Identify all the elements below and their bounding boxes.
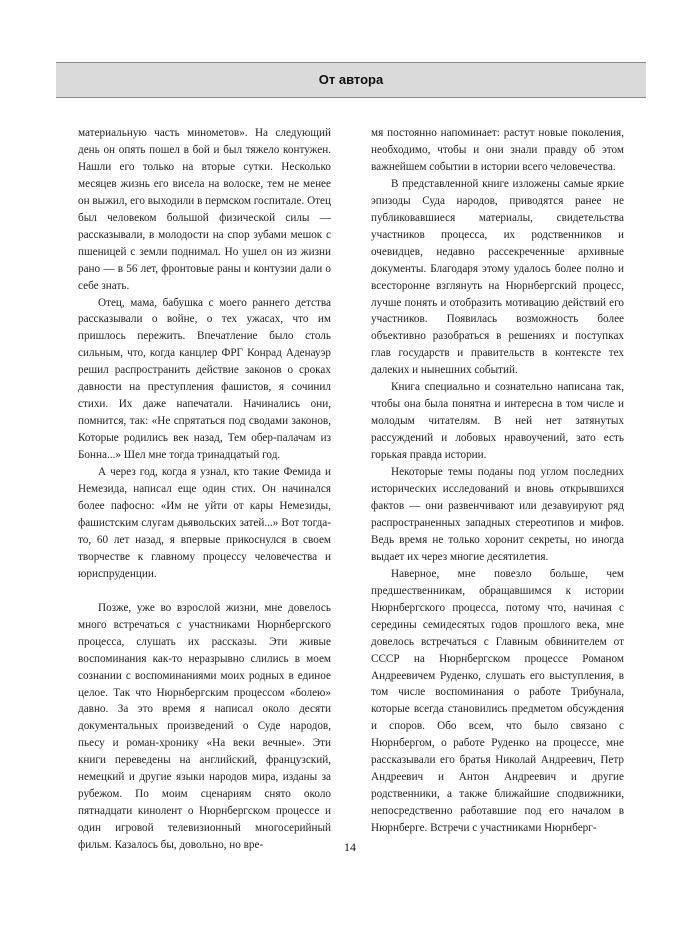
paragraph: В представленной книге изложены самые яркие эпизоды Суда народов, приводятся ранее не публиковавшиеся материалы, свидетельства участников процесса, их родственников и очевидцев, недавно рассекреченные архивные документы. Благодаря этому удалось более полно и всесторонне взглянуть на Нюрнбергский процесс, лучше понять и отобразить мотивацию действий его участников. Появилась возможность более объективно разобраться в решениях и поступках глав государств и правительств в контексте тех далеких и нынешних событий. bbox=[371, 177, 624, 377]
paragraph: Некоторые темы поданы под углом последних исторических исследований и вновь открывшихся фактов — они развенчивают или дезавуируют ряд распространенных западных стереотипов и мифов. Ведь время не только хоронит секреты, но иногда выдает их через многие десятилетия. bbox=[371, 466, 624, 563]
text-column-right bbox=[371, 125, 624, 837]
paragraph: Книга специально и сознательно написана так, чтобы она была понятна и интересна в том числе и молодым читателям. В ней нет затянутых рассуждений и лобовых нравоучений, зато есть горькая правда истории. bbox=[371, 381, 624, 462]
paragraph: А через год, когда я узнал, кто такие Фемида и Немезида, написал еще один стих. Он начинался более пафосно: «Им не уйти от кары Немезиды, фашистским слугам дьявольских затей...» Вот тогда-то, 60 лет назад, я впервые прикоснулся в своем творчестве к главному процессу человечества и юриспруденции. bbox=[78, 466, 331, 580]
running-header-title: От автора bbox=[318, 72, 384, 87]
paragraph: Позже, уже во взрослой жизни, мне довелось много встречаться с участниками Нюрнбергского процесса, слушать их рассказы. Эти живые воспоминания как-то неразрывно слились в моем сознании с воспоминаниями моих родных в единое целое. Так что Нюрнбергским процессом «болею» давно. За это время я написал около десяти документальных произведений о Суде народов, пьесу и роман-хронику «На веки вечные». Эти книги переведены на английский, французский, немецкий и другие языки народов мира, изданы за рубежом. По моим сценариям снято около пятнадцати кинолент о Нюрнбергском процессе и один игровой телевизионный многосерийный фильм. Казалось бы, довольно, но вре- bbox=[78, 601, 331, 852]
text-column-left bbox=[78, 125, 331, 854]
paragraph: Наверное, мне повезло больше, чем предшественникам, обращавшимся к истории Нюрнбергского процесса, потому что, начиная с середины семидесятых годов прошлого века, мне довелось встречаться с Главным обвинителем от СССР на Нюрнбергском процессе Романом Андреевичем Руденко, слушать его выступления, в том числе воспоминания о работе Трибунала, которые всегда становились предметом обсуждения и споров. Обо всем, что было связано с Нюрнбергом, о работе Руденко на процессе, мне рассказывали его братья Николай Андреевич, Петр Андреевич и Антон Андреевич и другие родственники, а также ближайшие сподвижники, непосредственно работавшие под его началом в Нюрнберге. Встречи с участниками Нюрнберг- bbox=[371, 567, 624, 835]
paragraph: мя постоянно напоминает: растут новые поколения, необходимо, чтобы и они знали правду об этом важнейшем событии в истории всего человечества. bbox=[371, 127, 624, 173]
paragraph: Отец, мама, бабушка с моего раннего детства рассказывали о войне, о тех ужасах, что им пришлось пережить. Впечатление было столь сильным, что, когда канцлер ФРГ Конрад Аденауэр решил распространить действие законов о сроках давности на преступления фашистов, я сочинил стихи. Их даже напечатали. Начинались они, помнится, так: «Не спрятаться под сводами законов, Которые родились век назад, Тем обер-палачам из Бонна...» Шел мне тогда тринадцатый год. bbox=[78, 296, 331, 462]
page-number: 14 bbox=[344, 840, 356, 854]
paragraph: материальную часть минометов». На следующий день он опять пошел в бой и был тяжело контужен. Нашли его только на вторые сутки. Несколько месяцев жизнь его висела на волоске, тем не менее он выжил, его выходили в пермском госпитале. Отец был человеком большой физической силы — рассказывали, в молодости на спор зубами мешок с пшеницей с земли поднимал. Но ушел он из жизни рано — в 56 лет, фронтовые раны и контузии дали о себе знать. bbox=[78, 127, 331, 292]
running-header bbox=[56, 62, 646, 98]
